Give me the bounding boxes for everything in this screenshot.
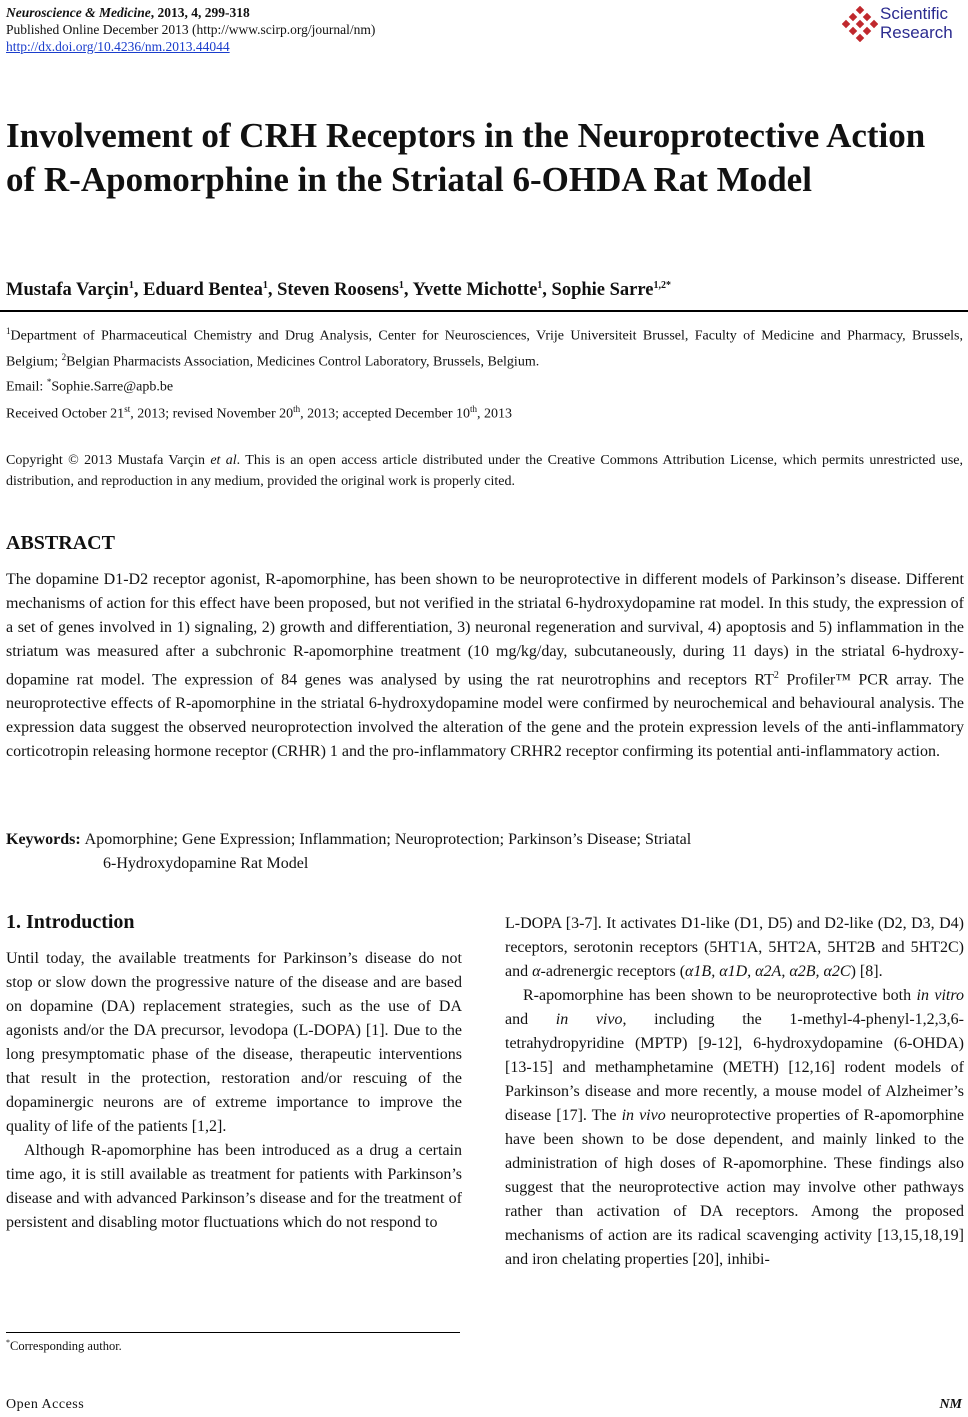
publisher-logo xyxy=(842,2,960,46)
affiliations: $^1$Department of Pharmaceutical Chemistry and Drug Analysis, Center for Neurosciences, Vrije Universiteit Brussel, Faculty of Medicine and Pharmacy, Brussels, Belgium; $^2$Belgian Pharmacists Association, Medicines Control Laboratory, Brussels, Belgium. Email: *Sophie.Sarre@apb.be xyxy=(6,326,963,395)
journal-volume: , 2013, 4, 299-318 xyxy=(150,5,250,20)
paragraph: Until today, the available treatments for Parkinson’s disease do not stop or slow down the progressive nature of the disease and are based on dopamine (DA) replacement strategies, such as the use of DA agonists and/or the DA precursor, levodopa (L-DOPA) [1]. Due to the long presymptomatic phase of the disease, therapeutic interventions that result in the protection, restoration and/or rescuing of the dopaminergic neurons are of extreme importance to improve the quality of life of the patients [1,2]. xyxy=(6,950,462,1135)
publisher-name-line1: Scientific xyxy=(880,4,949,23)
journal-header xyxy=(6,4,375,55)
journal-abbrev: NM xyxy=(939,1397,962,1412)
published-line: Published Online December 2013 (http://www.scirp.org/journal/nm) xyxy=(6,22,376,37)
doi-link[interactable]: http://dx.doi.org/10.4236/nm.2013.44044 xyxy=(6,39,230,54)
article-dates: Received October 21st, 2013; revised November 20th, 2013; accepted December 10th, 2013 xyxy=(6,404,513,422)
paragraph: L-DOPA [3-7]. It activates D1-like (D1, D5) and D2-like (D2, D3, D4) receptors, serotonin receptors (5HT1A, 5HT2A, 5HT2B and 5HT2C) and α-adrenergic receptors (α1B, α1D, α2A, α2B, α2C) [8]. xyxy=(505,915,964,980)
author-name: Mustafa Varçin xyxy=(6,280,129,301)
paragraph: Although R-apomorphine has been introduced as a drug a certain time ago, it is still available as treatment for patients with Parkinson’s disease and with advanced Parkinson’s disease and for the treatment of persistent and disabling motor fluctuations which do not respond to xyxy=(6,1142,462,1231)
footnote-divider xyxy=(6,1332,460,1333)
copyright-notice: Copyright © 2013 Mustafa Varçin et al. This is an open access article distributed under the Creative Commons Attribution License, which permits unrestricted use, distribution, and reproduction in any medium, provided the original work is properly cited. xyxy=(6,453,963,489)
journal-name: Neuroscience & Medicine xyxy=(6,5,151,20)
body-column-right xyxy=(505,912,964,1272)
section-heading: 1. Introduction xyxy=(6,911,135,933)
author-name: Eduard Bentea xyxy=(143,280,263,301)
open-access-label: Open Access xyxy=(6,1397,85,1412)
abstract-text: The dopamine D1-D2 receptor agonist, R-apomorphine, has been shown to be neuroprotective in different models of Parkinson’s disease. Different mechanisms of action for this effect have been proposed, but not verified in the striatal 6-hydroxydopamine rat model. In this study, the expression of a set of genes involved in 1) signaling, 2) growth and differentiation, 3) neuronal regeneration and survival, 4) apoptosis and 5) inflammation in the striatum was measured after a subchronic R-apomorphine treatment (10 mg/kg/day, subcutaneously, during 11 days) in the striatal 6-hydroxy-dopamine rat model. The expression of 84 genes was analysed by using the rat neurotrophins and receptors $RT^2$ Profiler™ PCR array. The neuroprotective effects of R-apomorphine in the striatal 6-hydroxydopamine model were confirmed by neurochemical and behavioural analysis. The expression data suggest the observed neuroprotection involved the alteration of the gene and the protein expression levels of the anti-inflammatory corticotropin releasing hormone receptor (CRHR) 1 and the pro-inflammatory CRHR2 receptor confirming its potential anti-inflammatory action. xyxy=(6,571,965,761)
publisher-name-line2: Research xyxy=(880,23,953,42)
keywords: Keywords: Apomorphine; Gene Expression; Inflammation; Neuroprotection; Parkinson’s Disease; Striatal 6-Hydroxydopamine Rat Model xyxy=(6,831,692,872)
author-list: Mustafa Varçin$^1$, Eduard Bentea$^1$, Steven Roosens$^1$, Yvette Michotte$^1$, Sophie Sarre$^{1,2*}$ xyxy=(6,280,671,301)
body-column-left xyxy=(6,947,462,1235)
author-name: Steven Roosens xyxy=(277,280,399,301)
footnote: *Corresponding author. xyxy=(6,1338,122,1354)
email-address[interactable]: Sophie.Sarre@apb.be xyxy=(51,379,174,395)
author-name: Sophie Sarre xyxy=(551,280,654,301)
scientific-research-logo-icon xyxy=(842,6,878,42)
article-title: Involvement of CRH Receptors in the Neuroprotective Action of R-Apomorphine in the Striatal 6-OHDA Rat Model xyxy=(6,116,926,199)
keywords-label: Keywords: xyxy=(6,831,85,848)
abstract-heading: ABSTRACT xyxy=(6,532,115,554)
author-name: Yvette Michotte xyxy=(412,280,538,301)
paragraph: R-apomorphine has been shown to be neuroprotective both in vitro and in vivo, including the 1-methyl-4-phenyl-1,2,3,6-tetrahydropyridine (MPTP) [9-12], 6-hydroxydopamine (6-OHDA) [13-15] and methamphetamine (METH) [12,16] rodent models of Parkinson’s disease and more recently, a mouse model of Alzheimer’s disease [17]. The in vivo neuroprotective properties of R-apomorphine have been shown to be dose dependent, and mainly linked to the administration of high doses of R-apomorphine. These findings also suggest that the neuroprotective action may involve other pathways rather than activation of DA receptors. Among the proposed mechanisms of action are its radical scavenging activity [13,15,18,19] and iron chelating properties [20], inhibi- xyxy=(505,987,965,1268)
divider xyxy=(0,310,968,312)
